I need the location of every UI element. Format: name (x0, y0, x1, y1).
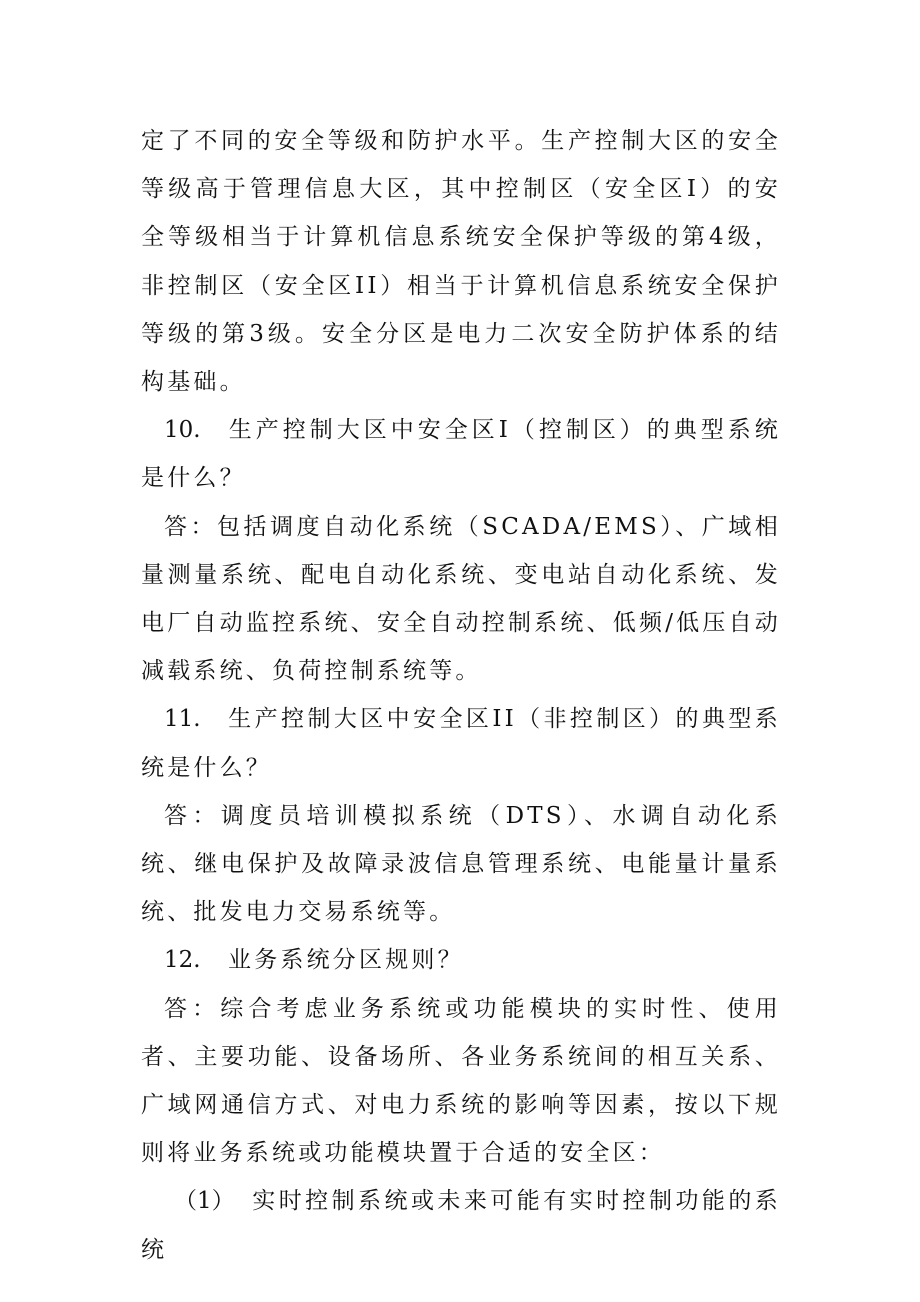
question-11 (141, 695, 781, 791)
answer-10 (141, 503, 781, 696)
paragraph-text: 定了不同的安全等级和防护水平。生产控制大区的安全等级高于管理信息大区，其中控制区（安全区Ⅰ）的安全等级相当于计算机信息系统安全保护等级的第4级，非控制区（安全区II）相当于计算机信息系统安全保护等级的第3级。安全分区是电力二次安全防护体系的结构基础。 (141, 128, 781, 396)
answer-11 (141, 792, 781, 937)
subitem-1 (141, 1177, 781, 1273)
question-number: 10. (164, 417, 201, 444)
subitem-number: （1） (174, 1188, 235, 1215)
answer-12 (141, 985, 781, 1178)
question-12 (141, 936, 781, 984)
answer-text: 答：调度员培训模拟系统（DTS）、水调自动化系统、继电保护及故障录波信息管理系统、电能量计量系统、批发电力交易系统等。 (141, 802, 781, 926)
subitem-text: 实时控制系统或未来可能有实时控制功能的系统 (141, 1188, 781, 1263)
question-text: 生产控制大区中安全区I（控制区）的典型系统是什么？ (141, 417, 781, 492)
question-number: 12. (164, 947, 201, 974)
answer-text: 答：包括调度自动化系统（SCADA/EMS）、广域相量测量系统、配电自动化系统、变电站自动化系统、发电厂自动监控系统、安全自动控制系统、低频/低压自动减载系统、负荷控制系统等。 (141, 513, 781, 685)
question-text: 生产控制大区中安全区II（非控制区）的典型系统是什么？ (141, 706, 781, 781)
question-text: 业务系统分区规则？ (228, 947, 464, 974)
document-body (141, 117, 781, 1274)
answer-text: 答：综合考虑业务系统或功能模块的实时性、使用者、主要功能、设备场所、各业务系统间的相互关系、广域网通信方式、对电力系统的影响等因素，按以下规则将业务系统或功能模块置于合适的安全区： (141, 995, 781, 1167)
question-number: 11. (164, 706, 201, 733)
question-10 (141, 406, 781, 502)
paragraph-security-levels (141, 117, 781, 406)
